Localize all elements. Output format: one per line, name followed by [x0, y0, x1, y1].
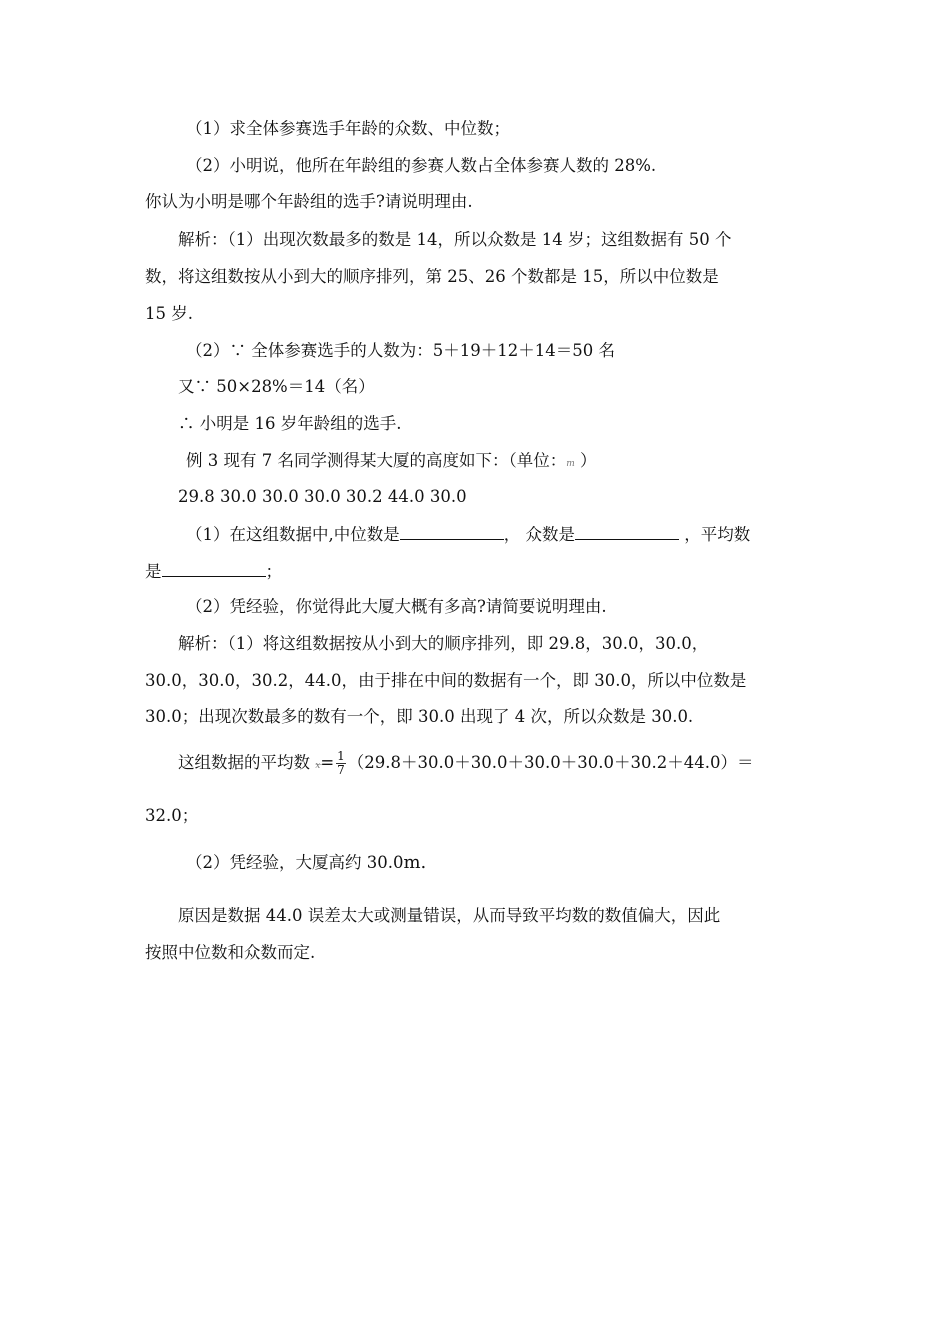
solution-2-line-2: 又∵ 50×28%＝14（名） — [178, 377, 375, 396]
solution-1-line-2: 数，将这组数按从小到大的顺序排列，第 25、26 个数都是 15，所以中位数是 — [145, 267, 719, 286]
unit-m: m — [566, 459, 575, 469]
mode-blank[interactable] — [575, 523, 679, 540]
mean-result: 32.0； — [145, 806, 199, 825]
example-3-solution-line-1: 解析：（1）将这组数据按从小到大的顺序排列，即 29.8，30.0，30.0， — [178, 634, 709, 653]
question-1: （1）求全体参赛选手年龄的众数、中位数； — [186, 119, 510, 138]
x-bar-symbol: — x — [315, 761, 320, 771]
question-2: （2）小明说，他所在年龄组的参赛人数占全体参赛人数的 28%. — [186, 156, 657, 175]
reason-line-1: 原因是数据 44.0 误差太大或测量错误，从而导致平均数的数值偏大，因此 — [178, 906, 721, 925]
example-3-solution-line-2: 30.0，30.0，30.2，44.0，由于排在中间的数据有一个，即 30.0，所以中位数是 — [145, 671, 747, 690]
example-3-solution-2: （2）凭经验，大厦高约 30.0m. — [186, 852, 427, 873]
example-3-question-1-cont: 是 ； — [145, 562, 282, 581]
solution-2-line-3: ∴ 小明是 16 岁年龄组的选手. — [178, 414, 402, 433]
example-3-data: 29.8 30.0 30.0 30.0 30.2 44.0 30.0 — [178, 487, 467, 506]
mean-formula: 这组数据的平均数 — x= $\frac{1}{7}$ （29.8＋30.0＋30.0＋30.0＋30.0＋30.2＋44.0）＝ — [178, 750, 753, 777]
median-blank[interactable] — [400, 523, 504, 540]
example-3-question-2: （2）凭经验，你觉得此大厦大概有多高?请简要说明理由. — [186, 597, 607, 616]
example-3-question-1: （1）在这组数据中,中位数是 ， 众数是 ，平均数 — [186, 525, 751, 544]
question-2-cont: 你认为小明是哪个年龄组的选手?请说明理由. — [145, 192, 473, 211]
fraction-one-seventh: $\frac{1}{7}$ — [337, 749, 345, 777]
example-3-solution-line-3: 30.0；出现次数最多的数有一个，即 30.0 出现了 4 次，所以众数是 30.0. — [145, 707, 694, 726]
mean-blank[interactable] — [162, 560, 266, 577]
solution-2-line-1: （2）∵ 全体参赛选手的人数为：5＋19＋12＋14＝50 名 — [186, 341, 615, 360]
reason-line-2: 按照中位数和众数而定. — [145, 943, 316, 962]
example-3-title: 例 3 现有 7 名同学测得某大厦的高度如下：（单位：m ） — [186, 451, 597, 470]
solution-1-line-3: 15 岁. — [145, 304, 193, 323]
solution-1-line-1: 解析：（1）出现次数最多的数是 14，所以众数是 14 岁；这组数据有 50 个 — [178, 230, 732, 249]
